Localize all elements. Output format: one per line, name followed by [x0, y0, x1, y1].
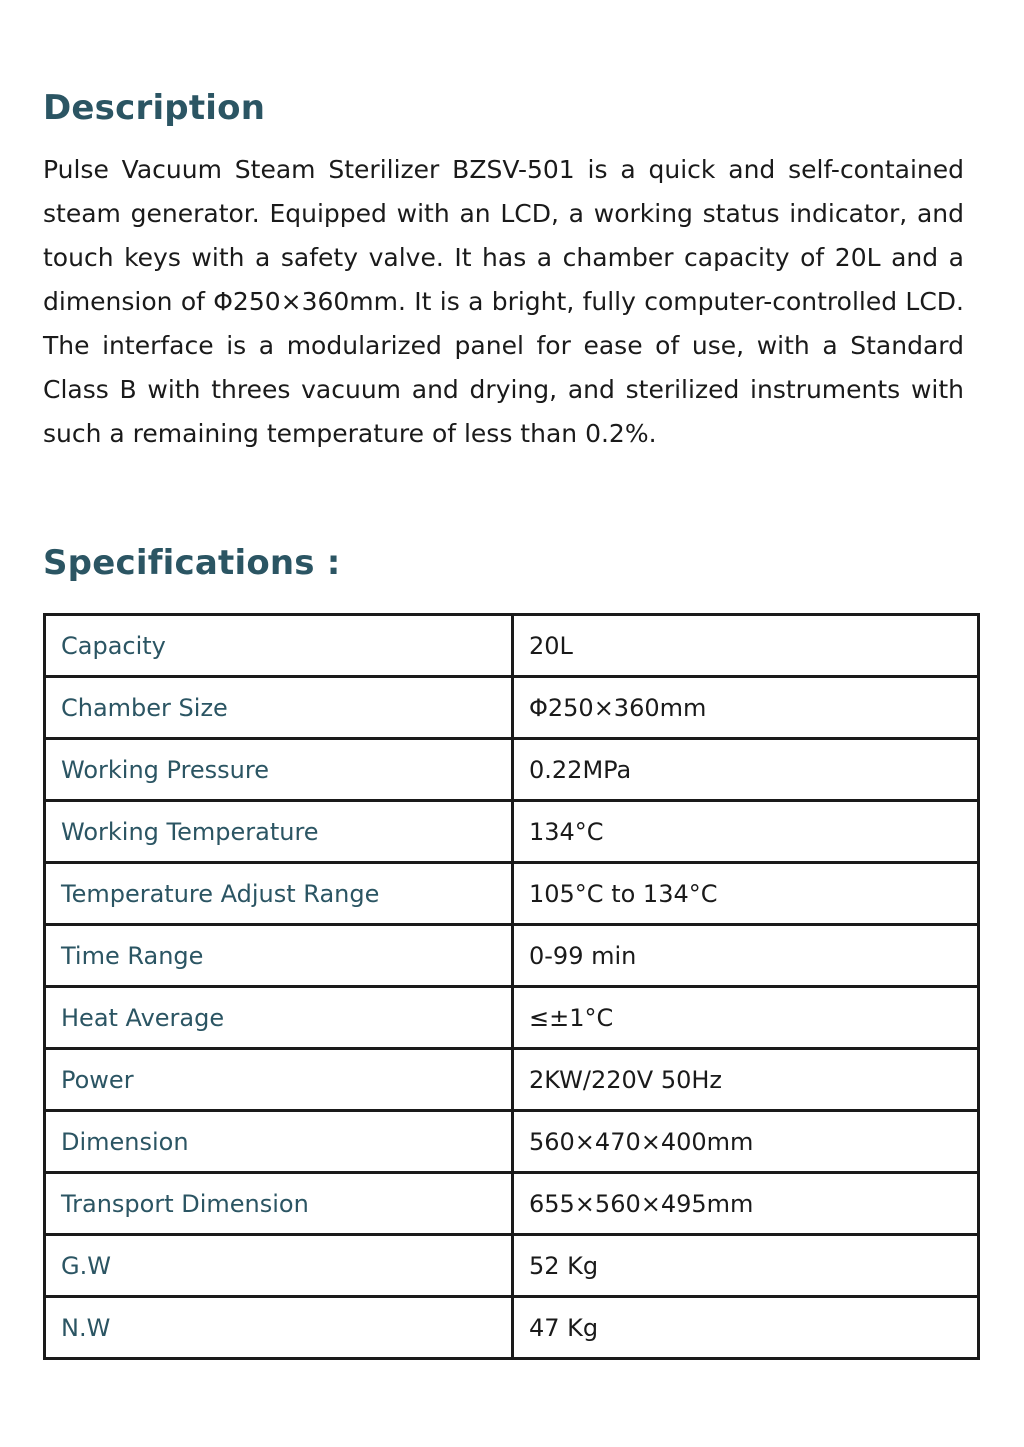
spec-value: 52 Kg: [513, 1235, 979, 1297]
table-row: [45, 1173, 979, 1235]
spec-value: 0-99 min: [513, 925, 979, 987]
spec-label: Working Pressure: [45, 739, 513, 801]
spec-value: 560×470×400mm: [513, 1111, 979, 1173]
table-row: [45, 925, 979, 987]
table-row: [45, 1297, 979, 1359]
spec-value: Φ250×360mm: [513, 677, 979, 739]
spec-label: G.W: [45, 1235, 513, 1297]
spec-value: 105°C to 134°C: [513, 863, 979, 925]
spec-label: Transport Dimension: [45, 1173, 513, 1235]
table-row: [45, 615, 979, 677]
spec-label: Working Temperature: [45, 801, 513, 863]
spec-label: Chamber Size: [45, 677, 513, 739]
table-row: [45, 987, 979, 1049]
table-row: [45, 863, 979, 925]
table-row: [45, 1111, 979, 1173]
spec-value: 2KW/220V 50Hz: [513, 1049, 979, 1111]
table-row: [45, 739, 979, 801]
specifications-heading: Specifications :: [43, 543, 341, 583]
spec-label: Time Range: [45, 925, 513, 987]
spec-label: Dimension: [45, 1111, 513, 1173]
table-row: [45, 1049, 979, 1111]
spec-label: Capacity: [45, 615, 513, 677]
spec-value: ≤±1°C: [513, 987, 979, 1049]
spec-value: 655×560×495mm: [513, 1173, 979, 1235]
table-row: [45, 801, 979, 863]
spec-value: 0.22MPa: [513, 739, 979, 801]
spec-value: 20L: [513, 615, 979, 677]
spec-label: Power: [45, 1049, 513, 1111]
description-text: Pulse Vacuum Steam Sterilizer BZSV-501 is a quick and self-contained steam generator. Equipped with an LCD, a working status indicator, and touch keys with a safety valve. It has a chamber capacity of 20L and a dimension of Φ250×360mm. It is a bright, fully computer-controlled LCD. The interface is a modularized panel for ease of use, with a Standard Class B with threes vacuum and drying, and sterilized instruments with such a remaining temperature of less than 0.2%.: [43, 155, 964, 448]
spec-value: 134°C: [513, 801, 979, 863]
spec-label: Heat Average: [45, 987, 513, 1049]
spec-label: Temperature Adjust Range: [45, 863, 513, 925]
table-row: [45, 1235, 979, 1297]
specifications-table: [43, 613, 980, 1360]
table-row: [45, 677, 979, 739]
description-heading: Description: [43, 88, 266, 128]
spec-label: N.W: [45, 1297, 513, 1359]
spec-value: 47 Kg: [513, 1297, 979, 1359]
